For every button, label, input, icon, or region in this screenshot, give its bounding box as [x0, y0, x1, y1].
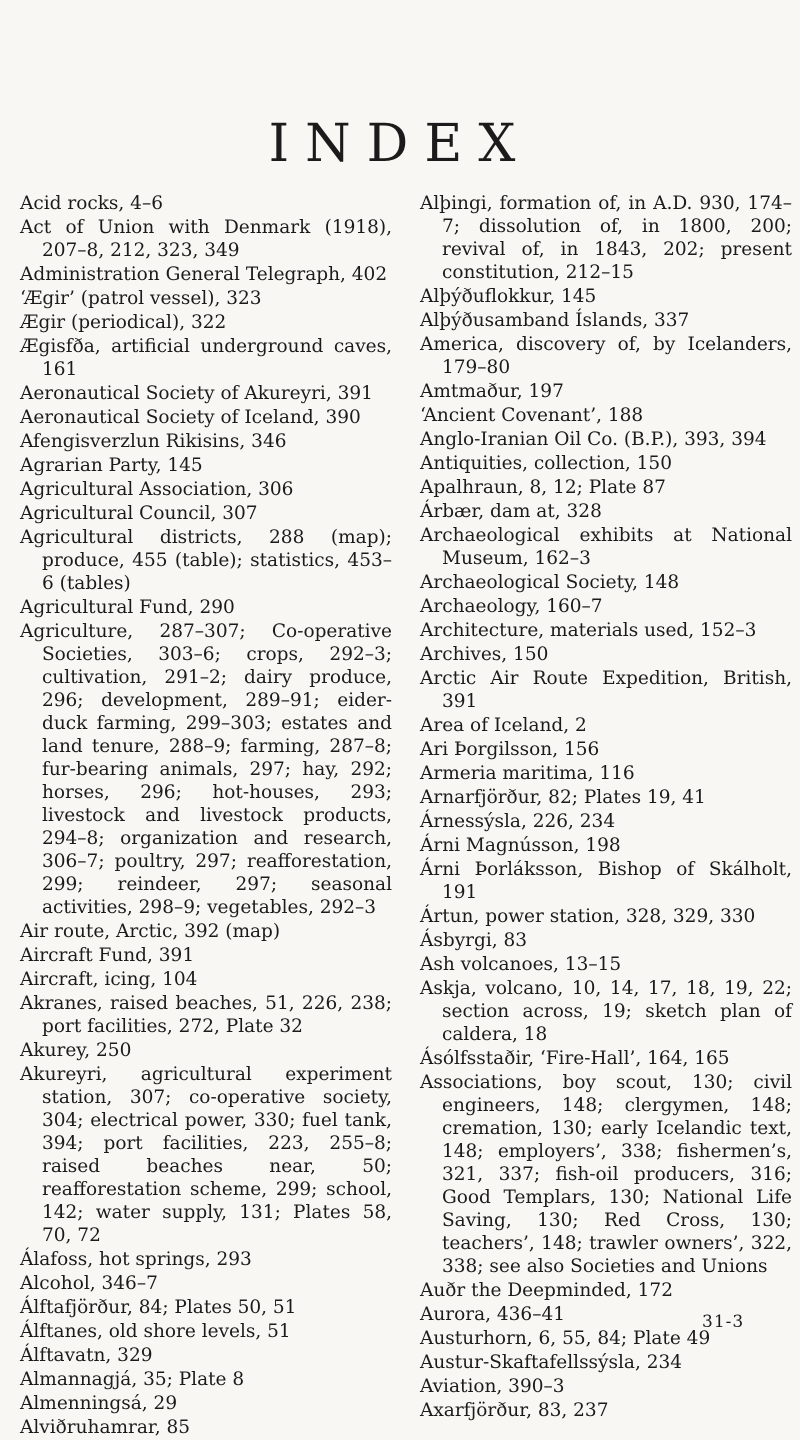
index-entry: Ásólfsstaðir, ‘Fire-Hall’, 164, 165: [420, 1048, 730, 1069]
index-entry: Ægir (periodical), 322: [20, 312, 227, 333]
index-entry: Acid rocks, 4–6: [20, 193, 163, 214]
index-entry: Arnarfjörður, 82; Plates 19, 41: [420, 787, 706, 808]
index-entry: ‘Ægir’ (patrol vessel), 323: [20, 288, 262, 309]
index-entry: Afengisverzlun Rikisins, 346: [20, 431, 287, 452]
index-entry: Agrarian Party, 145: [20, 455, 203, 476]
page-title: INDEX: [268, 114, 532, 174]
index-entry: Armeria maritima, 116: [420, 763, 635, 784]
index-entry: Administration General Telegraph, 402: [20, 264, 388, 285]
index-entry: Archaeological Society, 148: [420, 572, 680, 593]
index-entry: Aeronautical Society of Iceland, 390: [20, 407, 361, 428]
index-entry: Arctic Air Route Expedition, British, 391: [420, 668, 792, 712]
index-entry: Agricultural Association, 306: [20, 479, 294, 500]
index-entry: Árni Þorláksson, Bishop of Skálholt, 191: [420, 859, 792, 903]
index-entry: Amtmaður, 197: [420, 381, 564, 402]
index-entry: Aircraft, icing, 104: [20, 969, 198, 990]
index-entry: Architecture, materials used, 152–3: [420, 620, 757, 641]
index-entry: Akurey, 250: [20, 1040, 132, 1061]
index-entry: Ártun, power station, 328, 329, 330: [420, 906, 756, 927]
index-entry: Ari Þorgilsson, 156: [420, 739, 600, 760]
index-entry: Alþýðuflokkur, 145: [420, 286, 597, 307]
index-entry: Ægisfða, artificial underground caves, 161: [20, 336, 392, 380]
index-entry: Aurora, 436–41: [420, 1304, 565, 1325]
index-entry: Apalhraun, 8, 12; Plate 87: [420, 477, 666, 498]
left-column: [20, 192, 392, 1440]
index-entry: Auðr the Deepminded, 172: [420, 1280, 673, 1301]
index-entry: Almannagjá, 35; Plate 8: [20, 1369, 245, 1390]
index-entry: Aviation, 390–3: [420, 1376, 565, 1397]
index-entry: Agricultural Fund, 290: [20, 597, 235, 618]
index-entry: Archives, 150: [420, 644, 549, 665]
index-entry: Árni Magnússon, 198: [420, 835, 621, 856]
index-entry: Act of Union with Denmark (1918), 207–8, 212, 323, 349: [20, 217, 392, 261]
index-entry: Ásbyrgi, 83: [420, 930, 528, 951]
index-entry: Álftanes, old shore levels, 51: [20, 1321, 291, 1342]
index-entry: Archaeological exhibits at National Museum, 162–3: [420, 525, 792, 569]
index-entry: Akureyri, agricultural experiment station, 307; co-operative society, 304; electrical power, 330; fuel tank, 394; port facilities, 223, 255–8; raised beaches near, 50; reafforestation scheme, 299; school, 142; water supply, 131; Plates 58, 70, 72: [20, 1064, 392, 1246]
index-entry: Agriculture, 287–307; Co-operative Societies, 303–6; crops, 292–3; cultivation, 291–2; dairy produce, 296; development, 289–91; eider-duck farming, 299–303; estates and land tenure, 288–9; farming, 287–8; fur-bearing animals, 297; hay, 292; horses, 296; hot-houses, 293; livestock and livestock products, 294–8; organization and research, 306–7; poultry, 297; reafforestation, 299; reindeer, 297; seasonal activities, 298–9; vegetables, 292–3: [20, 621, 392, 918]
right-column: [420, 192, 792, 1423]
index-entry: Agricultural districts, 288 (map); produce, 455 (table); statistics, 453–6 (tables): [20, 527, 392, 594]
index-entry: Air route, Arctic, 392 (map): [20, 921, 281, 942]
index-entry: Alviðruhamrar, 85: [20, 1417, 191, 1438]
index-entry: Austurhorn, 6, 55, 84; Plate 49: [420, 1328, 711, 1349]
index-entry: Aeronautical Society of Akureyri, 391: [20, 383, 373, 404]
index-entry: Álftafjörður, 84; Plates 50, 51: [20, 1297, 297, 1318]
index-entry: Alcohol, 346–7: [20, 1273, 158, 1294]
folio-mark: 31-3: [702, 1312, 745, 1332]
index-entry: Ash volcanoes, 13–15: [420, 954, 622, 975]
index-entry: Askja, volcano, 10, 14, 17, 18, 19, 22; section across, 19; sketch plan of caldera, 18: [420, 978, 792, 1045]
index-entry: Antiquities, collection, 150: [420, 453, 672, 474]
index-entry: Axarfjörður, 83, 237: [420, 1400, 609, 1421]
index-entry: Associations, boy scout, 130; civil engineers, 148; clergymen, 148; cremation, 130; early Icelandic text, 148; employers’, 338; fishermen’s, 321, 337; fish-oil producers, 316; Good Templars, 130; National Life Saving, 130; Red Cross, 130; teachers’, 148; trawler owners’, 322, 338; see also Societies and Unions: [420, 1072, 792, 1277]
index-entry: Almenningsá, 29: [20, 1393, 178, 1414]
index-entry: Árbær, dam at, 328: [420, 501, 602, 522]
index-entry: Álafoss, hot springs, 293: [20, 1249, 252, 1270]
index-entry: Alþýðusamband Íslands, 337: [420, 310, 690, 331]
index-entry: Aircraft Fund, 391: [20, 945, 195, 966]
index-entry: Álftavatn, 329: [20, 1345, 153, 1366]
index-entry: Austur-Skaftafellssýsla, 234: [420, 1352, 683, 1373]
index-entry: ‘Ancient Covenant’, 188: [420, 405, 644, 426]
index-entry: America, discovery of, by Icelanders, 179–80: [420, 334, 792, 378]
index-entry: Akranes, raised beaches, 51, 226, 238; port facilities, 272, Plate 32: [20, 993, 392, 1037]
index-entry: Alþingi, formation of, in A.D. 930, 174–7; dissolution of, in 1800, 200; revival of, in 1843, 202; present constitution, 212–15: [420, 193, 792, 283]
index-entry: Agricultural Council, 307: [20, 503, 258, 524]
index-entry: Anglo-Iranian Oil Co. (B.P.), 393, 394: [420, 429, 767, 450]
index-entry: Area of Iceland, 2: [420, 715, 587, 736]
index-entry: Archaeology, 160–7: [420, 596, 603, 617]
index-entry: Árnessýsla, 226, 234: [420, 811, 616, 832]
